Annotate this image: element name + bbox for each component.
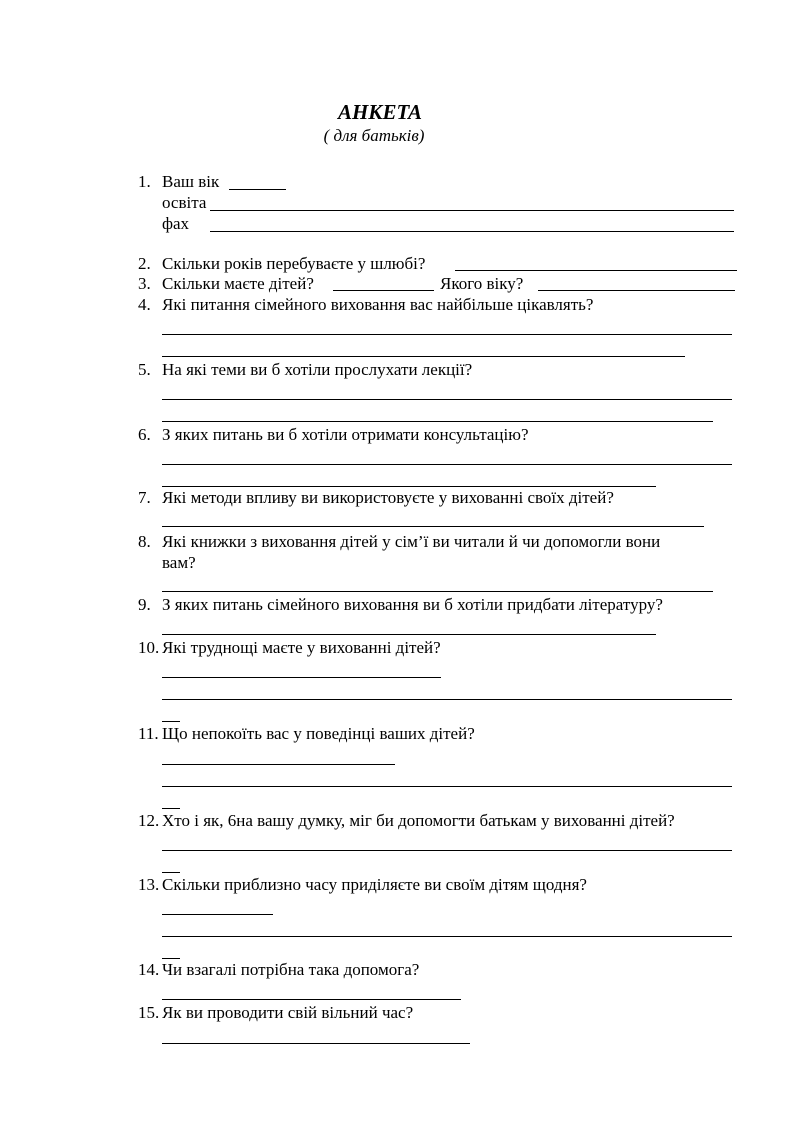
question-text: Скільки маєте дітей?	[162, 274, 314, 293]
question-number: 3.	[138, 274, 151, 293]
answer-line[interactable]	[162, 764, 395, 765]
question-age-label: Ваш вік	[162, 172, 220, 191]
education-answer-line[interactable]	[210, 210, 734, 211]
question-number: 11.	[138, 724, 159, 743]
answer-line[interactable]	[162, 936, 732, 937]
question-number: 2.	[138, 254, 151, 273]
answer-line[interactable]	[162, 850, 732, 851]
question-number: 6.	[138, 425, 151, 444]
answer-line[interactable]	[162, 808, 180, 809]
question-text: Скільки років перебуваєте у шлюбі?	[162, 254, 426, 273]
question-number: 5.	[138, 360, 151, 379]
question-text: Які труднощі маєте у вихованні дітей?	[162, 638, 441, 657]
answer-line[interactable]	[162, 421, 713, 422]
question-text: На які теми ви б хотіли прослухати лекції?	[162, 360, 473, 379]
answer-line[interactable]	[162, 786, 732, 787]
question-text: Які питання сімейного виховання вас найбільше цікавлять?	[162, 295, 594, 314]
answer-line[interactable]	[162, 486, 656, 487]
answer-line[interactable]	[162, 721, 180, 722]
children-count-line[interactable]	[333, 290, 434, 291]
question-number: 12.	[138, 811, 160, 830]
age-answer-line[interactable]	[229, 189, 286, 190]
question-number: 13.	[138, 875, 160, 894]
profession-answer-line[interactable]	[210, 231, 734, 232]
answer-line[interactable]	[162, 526, 704, 527]
question-text: З яких питань сімейного виховання ви б хотіли придбати літературу?	[162, 595, 663, 614]
question-number: 14.	[138, 960, 160, 979]
question-text: Як ви проводити свій вільний час?	[162, 1003, 414, 1022]
question-text: Скільки приблизно часу приділяєте ви своїм дітям щодня?	[162, 875, 587, 894]
question-number: 9.	[138, 595, 151, 614]
question-text: Які методи впливу ви використовуєте у вихованні своїх дітей?	[162, 488, 614, 507]
answer-line[interactable]	[162, 914, 273, 915]
question-text: Чи взагалі потрібна така допомога?	[162, 960, 420, 979]
question-profession-label: фах	[162, 214, 190, 233]
answer-line[interactable]	[162, 872, 180, 873]
answer-line[interactable]	[162, 999, 461, 1000]
answer-line[interactable]	[162, 464, 732, 465]
answer-line[interactable]	[162, 699, 732, 700]
question-number: 15.	[138, 1003, 160, 1022]
question-number: 10.	[138, 638, 160, 657]
question-number: 4.	[138, 295, 151, 314]
question-number: 8.	[138, 532, 151, 551]
page-title: АНКЕТА	[337, 100, 423, 124]
question-text: З яких питань ви б хотіли отримати консультацію?	[162, 425, 529, 444]
question-number: 1.	[138, 172, 151, 191]
answer-line[interactable]	[162, 958, 180, 959]
answer-line[interactable]	[162, 591, 713, 592]
question-text-age: Якого віку?	[440, 274, 524, 293]
answer-line[interactable]	[162, 1043, 470, 1044]
answer-line[interactable]	[162, 334, 732, 335]
question-text-continued: вам?	[162, 553, 196, 572]
answer-line[interactable]	[162, 677, 441, 678]
question-education-label: освіта	[162, 193, 207, 212]
answer-line[interactable]	[162, 634, 656, 635]
answer-line[interactable]	[162, 399, 732, 400]
answer-line[interactable]	[455, 270, 737, 271]
question-number: 7.	[138, 488, 151, 507]
page-subtitle: ( для батьків)	[323, 126, 425, 145]
question-text: Хто і як, 6на вашу думку, міг би допомогти батькам у вихованні дітей?	[162, 811, 675, 830]
answer-line[interactable]	[162, 356, 685, 357]
children-age-line[interactable]	[538, 290, 735, 291]
question-text: Які книжки з виховання дітей у сім’ї ви читали й чи допомогли вони	[162, 532, 661, 551]
question-text: Що непокоїть вас у поведінці ваших дітей?	[162, 724, 475, 743]
